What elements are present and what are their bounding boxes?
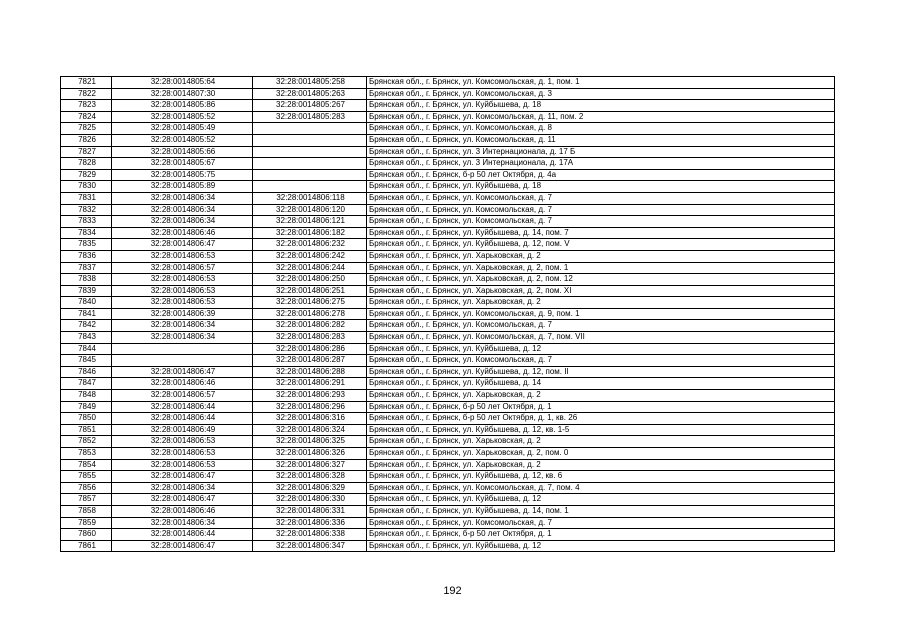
table-row: [61, 378, 835, 390]
land-cadastral-number-cell: 32:28:0014806:53: [112, 297, 253, 309]
address-cell: Брянская обл., г. Брянск, ул. Куйбышева, д. 12, пом. V: [367, 239, 835, 251]
row-number-cell: 7829: [61, 169, 112, 181]
address-cell: Брянская обл., г. Брянск, ул. Комсомольская, д. 7: [367, 192, 835, 204]
row-number-cell: 7832: [61, 204, 112, 216]
address-cell: Брянская обл., г. Брянск, б-р 50 лет Октября, д. 1: [367, 529, 835, 541]
land-cadastral-number-cell: 32:28:0014806:34: [112, 216, 253, 228]
address-cell: Брянская обл., г. Брянск, ул. Харьковская, д. 2, пом. XI: [367, 285, 835, 297]
table-row: [61, 158, 835, 170]
address-cell: Брянская обл., г. Брянск, ул. Куйбышева, д. 12, кв. 1-5: [367, 424, 835, 436]
table-row: [61, 134, 835, 146]
table-row: [61, 192, 835, 204]
table-row: [61, 424, 835, 436]
row-number-cell: 7846: [61, 366, 112, 378]
table-row: [61, 239, 835, 251]
address-cell: Брянская обл., г. Брянск, ул. 3 Интернационала, д. 17А: [367, 158, 835, 170]
object-cadastral-number-cell: 32:28:0014806:278: [253, 308, 367, 320]
address-cell: Брянская обл., г. Брянск, ул. Куйбышева, д. 12, пом. II: [367, 366, 835, 378]
object-cadastral-number-cell: 32:28:0014806:330: [253, 494, 367, 506]
object-cadastral-number-cell: 32:28:0014806:331: [253, 505, 367, 517]
table-row: [61, 540, 835, 552]
object-cadastral-number-cell: [253, 134, 367, 146]
land-cadastral-number-cell: 32:28:0014806:47: [112, 494, 253, 506]
address-cell: Брянская обл., г. Брянск, ул. Комсомольская, д. 7: [367, 320, 835, 332]
address-cell: Брянская обл., г. Брянск, ул. Комсомольская, д. 8: [367, 123, 835, 135]
address-cell: Брянская обл., г. Брянск, ул. Комсомольская, д. 9, пом. 1: [367, 308, 835, 320]
table-row: [61, 366, 835, 378]
land-cadastral-number-cell: 32:28:0014805:49: [112, 123, 253, 135]
land-cadastral-number-cell: 32:28:0014806:34: [112, 204, 253, 216]
land-cadastral-number-cell: 32:28:0014806:47: [112, 471, 253, 483]
row-number-cell: 7826: [61, 134, 112, 146]
object-cadastral-number-cell: 32:28:0014806:329: [253, 482, 367, 494]
object-cadastral-number-cell: 32:28:0014806:121: [253, 216, 367, 228]
object-cadastral-number-cell: [253, 158, 367, 170]
object-cadastral-number-cell: 32:28:0014806:232: [253, 239, 367, 251]
object-cadastral-number-cell: 32:28:0014806:316: [253, 413, 367, 425]
land-cadastral-number-cell: 32:28:0014806:34: [112, 482, 253, 494]
address-cell: Брянская обл., г. Брянск, ул. Куйбышева, д. 12: [367, 540, 835, 552]
address-cell: Брянская обл., г. Брянск, ул. Харьковская, д. 2, пом. 12: [367, 274, 835, 286]
land-cadastral-number-cell: 32:28:0014806:44: [112, 413, 253, 425]
page-number: 192: [443, 585, 462, 597]
land-cadastral-number-cell: [112, 343, 253, 355]
table-row: [61, 471, 835, 483]
table-row: [61, 494, 835, 506]
land-cadastral-number-cell: 32:28:0014806:53: [112, 436, 253, 448]
row-number-cell: 7849: [61, 401, 112, 413]
land-cadastral-number-cell: [112, 355, 253, 367]
table-row: [61, 274, 835, 286]
row-number-cell: 7821: [61, 77, 112, 89]
land-cadastral-number-cell: 32:28:0014806:53: [112, 285, 253, 297]
land-cadastral-number-cell: 32:28:0014805:86: [112, 100, 253, 112]
address-cell: Брянская обл., г. Брянск, ул. Комсомольская, д. 1, пом. 1: [367, 77, 835, 89]
address-cell: Брянская обл., г. Брянск, ул. Комсомольская, д. 11, пом. 2: [367, 111, 835, 123]
table-row: [61, 343, 835, 355]
table-row: [61, 308, 835, 320]
object-cadastral-number-cell: 32:28:0014806:338: [253, 529, 367, 541]
land-cadastral-number-cell: 32:28:0014806:44: [112, 401, 253, 413]
table-row: [61, 505, 835, 517]
object-cadastral-number-cell: 32:28:0014806:326: [253, 448, 367, 460]
row-number-cell: 7858: [61, 505, 112, 517]
object-cadastral-number-cell: 32:28:0014806:242: [253, 250, 367, 262]
land-cadastral-number-cell: 32:28:0014806:47: [112, 366, 253, 378]
land-cadastral-number-cell: 32:28:0014805:64: [112, 77, 253, 89]
address-cell: Брянская обл., г. Брянск, ул. Харьковская, д. 2, пом. 1: [367, 262, 835, 274]
address-cell: Брянская обл., г. Брянск, ул. Куйбышева, д. 18: [367, 181, 835, 193]
land-cadastral-number-cell: 32:28:0014806:53: [112, 250, 253, 262]
table-row: [61, 216, 835, 228]
table-row: [61, 436, 835, 448]
table-row: [61, 332, 835, 344]
row-number-cell: 7836: [61, 250, 112, 262]
land-cadastral-number-cell: 32:28:0014806:53: [112, 448, 253, 460]
table-row: [61, 401, 835, 413]
object-cadastral-number-cell: 32:28:0014806:286: [253, 343, 367, 355]
object-cadastral-number-cell: 32:28:0014806:244: [253, 262, 367, 274]
row-number-cell: 7848: [61, 390, 112, 402]
object-cadastral-number-cell: 32:28:0014806:328: [253, 471, 367, 483]
row-number-cell: 7828: [61, 158, 112, 170]
address-cell: Брянская обл., г. Брянск, ул. Куйбышева, д. 18: [367, 100, 835, 112]
object-cadastral-number-cell: 32:28:0014806:324: [253, 424, 367, 436]
object-cadastral-number-cell: 32:28:0014806:296: [253, 401, 367, 413]
row-number-cell: 7827: [61, 146, 112, 158]
row-number-cell: 7842: [61, 320, 112, 332]
table-row: [61, 111, 835, 123]
address-cell: Брянская обл., г. Брянск, ул. Комсомольская, д. 7: [367, 216, 835, 228]
table-row: [61, 146, 835, 158]
address-cell: Брянская обл., г. Брянск, ул. Комсомольская, д. 11: [367, 134, 835, 146]
row-number-cell: 7822: [61, 88, 112, 100]
land-cadastral-number-cell: 32:28:0014806:57: [112, 262, 253, 274]
object-cadastral-number-cell: 32:28:0014806:287: [253, 355, 367, 367]
row-number-cell: 7838: [61, 274, 112, 286]
object-cadastral-number-cell: 32:28:0014806:118: [253, 192, 367, 204]
address-cell: Брянская обл., г. Брянск, ул. Комсомольская, д. 7: [367, 517, 835, 529]
row-number-cell: 7851: [61, 424, 112, 436]
object-cadastral-number-cell: 32:28:0014806:250: [253, 274, 367, 286]
row-number-cell: 7824: [61, 111, 112, 123]
row-number-cell: 7850: [61, 413, 112, 425]
address-cell: Брянская обл., г. Брянск, ул. Куйбышева, д. 14: [367, 378, 835, 390]
land-cadastral-number-cell: 32:28:0014807:30: [112, 88, 253, 100]
land-cadastral-number-cell: 32:28:0014806:34: [112, 332, 253, 344]
row-number-cell: 7840: [61, 297, 112, 309]
row-number-cell: 7855: [61, 471, 112, 483]
land-cadastral-number-cell: 32:28:0014806:34: [112, 320, 253, 332]
registry-table-body: [61, 77, 835, 552]
land-cadastral-number-cell: 32:28:0014806:57: [112, 390, 253, 402]
object-cadastral-number-cell: 32:28:0014806:291: [253, 378, 367, 390]
object-cadastral-number-cell: 32:28:0014805:267: [253, 100, 367, 112]
land-cadastral-number-cell: 32:28:0014805:89: [112, 181, 253, 193]
land-cadastral-number-cell: 32:28:0014806:53: [112, 274, 253, 286]
land-cadastral-number-cell: 32:28:0014806:39: [112, 308, 253, 320]
address-cell: Брянская обл., г. Брянск, ул. Куйбышева, д. 12: [367, 494, 835, 506]
row-number-cell: 7833: [61, 216, 112, 228]
row-number-cell: 7845: [61, 355, 112, 367]
row-number-cell: 7852: [61, 436, 112, 448]
address-cell: Брянская обл., г. Брянск, ул. 3 Интернационала, д. 17 Б: [367, 146, 835, 158]
row-number-cell: 7823: [61, 100, 112, 112]
address-cell: Брянская обл., г. Брянск, ул. Комсомольская, д. 7, пом. VII: [367, 332, 835, 344]
address-cell: Брянская обл., г. Брянск, ул. Харьковская, д. 2: [367, 459, 835, 471]
address-cell: Брянская обл., г. Брянск, ул. Харьковская, д. 2: [367, 390, 835, 402]
address-cell: Брянская обл., г. Брянск, ул. Харьковская, д. 2: [367, 436, 835, 448]
row-number-cell: 7857: [61, 494, 112, 506]
object-cadastral-number-cell: 32:28:0014806:182: [253, 227, 367, 239]
row-number-cell: 7847: [61, 378, 112, 390]
object-cadastral-number-cell: 32:28:0014806:283: [253, 332, 367, 344]
object-cadastral-number-cell: [253, 181, 367, 193]
table-row: [61, 169, 835, 181]
row-number-cell: 7831: [61, 192, 112, 204]
object-cadastral-number-cell: 32:28:0014805:258: [253, 77, 367, 89]
table-row: [61, 448, 835, 460]
land-cadastral-number-cell: 32:28:0014806:44: [112, 529, 253, 541]
table-row: [61, 390, 835, 402]
table-row: [61, 459, 835, 471]
object-cadastral-number-cell: 32:28:0014806:120: [253, 204, 367, 216]
table-row: [61, 413, 835, 425]
table-row: [61, 297, 835, 309]
row-number-cell: 7856: [61, 482, 112, 494]
row-number-cell: 7830: [61, 181, 112, 193]
address-cell: Брянская обл., г. Брянск, б-р 50 лет Октября, д. 1, кв. 26: [367, 413, 835, 425]
object-cadastral-number-cell: 32:28:0014806:327: [253, 459, 367, 471]
table-row: [61, 262, 835, 274]
address-cell: Брянская обл., г. Брянск, ул. Комсомольская, д. 7: [367, 355, 835, 367]
row-number-cell: 7853: [61, 448, 112, 460]
object-cadastral-number-cell: [253, 169, 367, 181]
registry-table: [60, 76, 835, 552]
address-cell: Брянская обл., г. Брянск, б-р 50 лет Октября, д. 4а: [367, 169, 835, 181]
object-cadastral-number-cell: [253, 146, 367, 158]
address-cell: Брянская обл., г. Брянск, ул. Куйбышева, д. 12, кв. 6: [367, 471, 835, 483]
land-cadastral-number-cell: 32:28:0014806:47: [112, 540, 253, 552]
land-cadastral-number-cell: 32:28:0014805:66: [112, 146, 253, 158]
row-number-cell: 7837: [61, 262, 112, 274]
row-number-cell: 7854: [61, 459, 112, 471]
table-row: [61, 517, 835, 529]
land-cadastral-number-cell: 32:28:0014806:46: [112, 227, 253, 239]
address-cell: Брянская обл., г. Брянск, ул. Харьковская, д. 2: [367, 250, 835, 262]
land-cadastral-number-cell: 32:28:0014806:53: [112, 459, 253, 471]
object-cadastral-number-cell: 32:28:0014805:263: [253, 88, 367, 100]
row-number-cell: 7825: [61, 123, 112, 135]
object-cadastral-number-cell: 32:28:0014806:251: [253, 285, 367, 297]
address-cell: Брянская обл., г. Брянск, б-р 50 лет Октября, д. 1: [367, 401, 835, 413]
table-row: [61, 204, 835, 216]
table-row: [61, 88, 835, 100]
address-cell: Брянская обл., г. Брянск, ул. Куйбышева, д. 14, пом. 1: [367, 505, 835, 517]
address-cell: Брянская обл., г. Брянск, ул. Комсомольская, д. 7: [367, 204, 835, 216]
land-cadastral-number-cell: 32:28:0014805:52: [112, 111, 253, 123]
table-row: [61, 181, 835, 193]
land-cadastral-number-cell: 32:28:0014805:75: [112, 169, 253, 181]
table-row: [61, 529, 835, 541]
table-row: [61, 355, 835, 367]
land-cadastral-number-cell: 32:28:0014806:46: [112, 378, 253, 390]
object-cadastral-number-cell: [253, 123, 367, 135]
row-number-cell: 7843: [61, 332, 112, 344]
address-cell: Брянская обл., г. Брянск, ул. Харьковская, д. 2, пом. 0: [367, 448, 835, 460]
land-cadastral-number-cell: 32:28:0014806:34: [112, 192, 253, 204]
table-row: [61, 320, 835, 332]
land-cadastral-number-cell: 32:28:0014805:52: [112, 134, 253, 146]
land-cadastral-number-cell: 32:28:0014805:67: [112, 158, 253, 170]
object-cadastral-number-cell: 32:28:0014806:293: [253, 390, 367, 402]
object-cadastral-number-cell: 32:28:0014806:325: [253, 436, 367, 448]
table-row: [61, 77, 835, 89]
row-number-cell: 7861: [61, 540, 112, 552]
row-number-cell: 7860: [61, 529, 112, 541]
land-cadastral-number-cell: 32:28:0014806:49: [112, 424, 253, 436]
address-cell: Брянская обл., г. Брянск, ул. Куйбышева, д. 12: [367, 343, 835, 355]
address-cell: Брянская обл., г. Брянск, ул. Харьковская, д. 2: [367, 297, 835, 309]
address-cell: Брянская обл., г. Брянск, ул. Комсомольская, д. 3: [367, 88, 835, 100]
row-number-cell: 7859: [61, 517, 112, 529]
land-cadastral-number-cell: 32:28:0014806:46: [112, 505, 253, 517]
row-number-cell: 7835: [61, 239, 112, 251]
land-cadastral-number-cell: 32:28:0014806:34: [112, 517, 253, 529]
row-number-cell: 7844: [61, 343, 112, 355]
row-number-cell: 7839: [61, 285, 112, 297]
land-cadastral-number-cell: 32:28:0014806:47: [112, 239, 253, 251]
object-cadastral-number-cell: 32:28:0014806:288: [253, 366, 367, 378]
object-cadastral-number-cell: 32:28:0014806:347: [253, 540, 367, 552]
row-number-cell: 7841: [61, 308, 112, 320]
table-row: [61, 250, 835, 262]
table-row: [61, 100, 835, 112]
table-row: [61, 123, 835, 135]
row-number-cell: 7834: [61, 227, 112, 239]
object-cadastral-number-cell: 32:28:0014806:282: [253, 320, 367, 332]
object-cadastral-number-cell: 32:28:0014805:283: [253, 111, 367, 123]
address-cell: Брянская обл., г. Брянск, ул. Комсомольская, д. 7, пом. 4: [367, 482, 835, 494]
object-cadastral-number-cell: 32:28:0014806:336: [253, 517, 367, 529]
table-row: [61, 227, 835, 239]
table-row: [61, 285, 835, 297]
table-row: [61, 482, 835, 494]
address-cell: Брянская обл., г. Брянск, ул. Куйбышева, д. 14, пом. 7: [367, 227, 835, 239]
object-cadastral-number-cell: 32:28:0014806:275: [253, 297, 367, 309]
